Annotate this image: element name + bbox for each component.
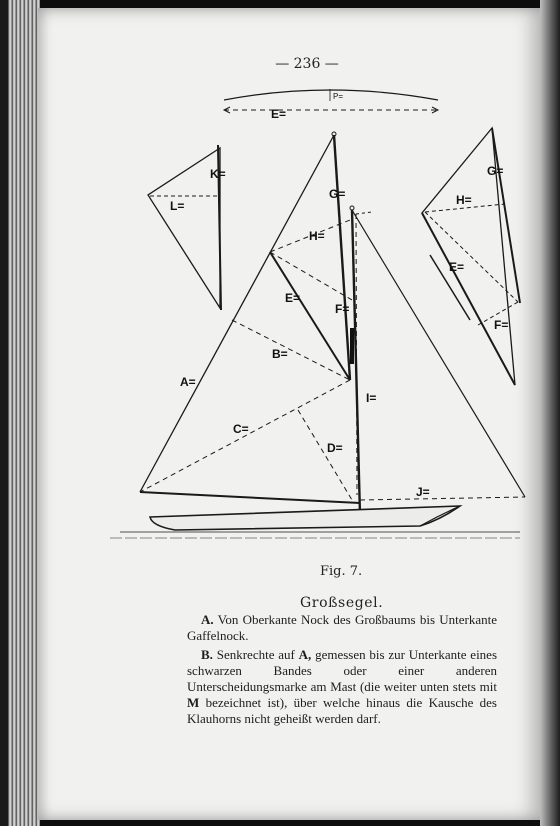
label-G-right: G= [487,164,504,178]
label-B: B= [272,347,288,361]
label-E-boom: E= [271,107,287,121]
paragraph-b-key-m: M [187,695,200,710]
paragraph-b [187,647,497,727]
paragraph-b-key: B. [201,647,213,662]
paragraph-b-key-inline: A, [298,647,312,662]
section-title: Großsegel. [300,595,384,611]
label-K: K= [210,167,226,181]
label-E-right: E= [449,260,465,274]
label-G: G= [329,187,346,201]
paragraph-a-text: Von Oberkante Nock des Großbaums bis Unterkante Gaffelnock. [187,612,498,643]
label-J: J= [416,485,430,499]
label-A: A= [180,375,196,389]
hull [150,506,460,530]
boom-shape [224,90,438,100]
label-E: E= [285,291,301,305]
label-D: D= [327,441,343,455]
paragraph-b-text-3: bezeichnet ist), über welche hinaus die Kausche des Klauhorns nicht geheißt werden darf. [187,695,497,726]
label-H: H= [309,229,325,243]
paragraph-b-text-1: Senkrechte auf [216,647,295,662]
label-H-right: H= [456,193,472,207]
label-C: C= [233,422,249,436]
label-F: F= [335,302,350,316]
figure-caption: Fig. 7. [320,564,363,579]
paragraph-a-key: A. [201,612,214,627]
label-I: I= [366,391,377,405]
paragraph-b-text-2: gemessen bis zur Unterkante eines schwarzen Bandes oder einer anderen Unterscheidungsmarke am Mast (die weiter unten stets mit [187,647,498,694]
paragraph-a [187,612,497,644]
label-F-right: F= [494,318,509,332]
label-P: P= [333,92,344,101]
page-number-text: — 236 — [275,56,339,72]
label-L: L= [170,199,185,213]
